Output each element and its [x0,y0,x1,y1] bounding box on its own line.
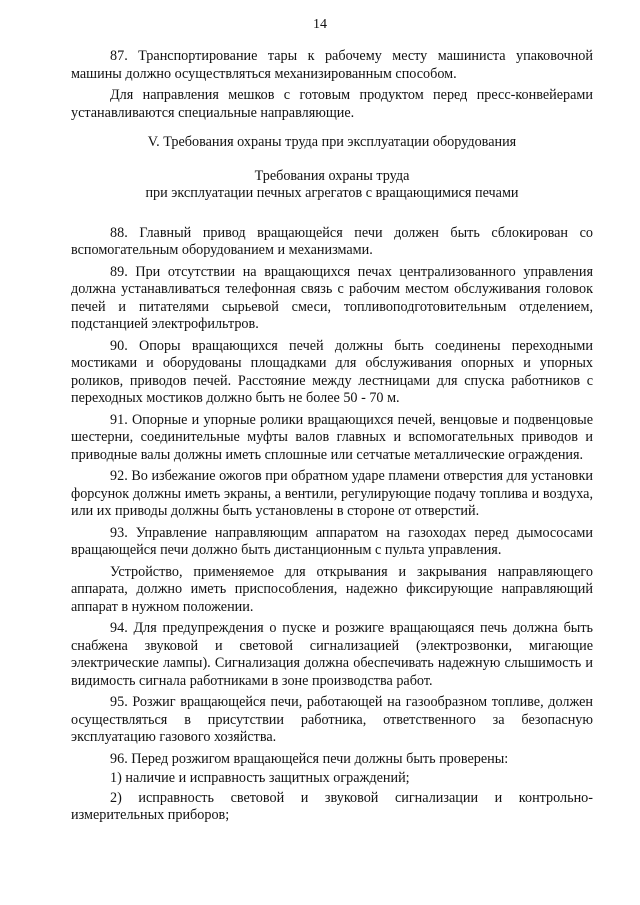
paragraph-93: 93. Управление направляющим аппаратом на газоходах перед дымососами вращающейся печи должно быть дистанционным с пульта управления. [71,524,593,558]
paragraph-89: 89. При отсутствии на вращающихся печах централизованного управления должна устанавливаться телефонная связь с рабочим местом обслуживания головок печей и питателями сырьевой смеси, топливоподготовительным отделением, подстанцией электрофильтров. [71,263,593,332]
section-title: V. Требования охраны труда при эксплуатации оборудования [147,134,517,150]
paragraph-94: 94. Для предупреждения о пуске и розжиге вращающаяся печь должна быть снабжена звуковой и световой сигнализацией (электрозвонки, мигающие электрические лампы). Сигнализация должна обеспечивать надежную слышимость и видимость сигнала работниками в зоне производства работ. [71,620,593,689]
paragraph-87: 87. Транспортирование тары к рабочему месту машиниста упаковочной машины должно осуществляться механизированным способом. [71,48,593,82]
paragraph-95: 95. Розжиг вращающейся печи, работающей на газообразном топливе, должен осуществляться в присутствии работника, ответственного за безопасную эксплуатацию газового хозяйства. [71,694,593,745]
paragraph-92: 92. Во избежание ожогов при обратном ударе пламени отверстия для установки форсунок должны иметь экраны, а вентили, регулирующие подачу топлива и воздуха, или их приводы должны быть установлены в стороне от отверстий. [71,468,593,519]
paragraph-93-continuation: Устройство, применяемое для открывания и закрывания направляющего аппарата, должно иметь приспособления, надежно фиксирующие направляющий аппарат в нужном положении. [71,563,593,615]
paragraph-90: 90. Опоры вращающихся печей должны быть соединены переходными мостиками и оборудованы площадками для обслуживания опорных и упорных роликов, приводов печей. Расстояние между лестницами для спуска работников с переходных мостиков должно быть не более 50 - 70 м. [71,337,593,406]
paragraph-87-continuation: Для направления мешков с готовым продуктом перед пресс-конвейерами устанавливаются специальные направляющие. [71,87,593,121]
paragraph-96-item-1: 1) наличие и исправность защитных ограждений; [110,770,410,786]
subsection-title-line-2: при эксплуатации печных агрегатов с вращающимися печами [145,185,519,201]
subsection-title-line-1: Требования охраны труда [254,167,410,184]
paragraph-96: 96. Перед розжигом вращающейся печи должны быть проверены: [110,750,509,767]
document-content [71,48,593,827]
paragraph-91: 91. Опорные и упорные ролики вращающихся печей, венцовые и подвенцовые шестерни, соединительные муфты валов главных и вспомогательных приводов и приводные валы должны иметь сплошные или сетчатые металлические ограждения. [71,411,593,463]
paragraph-88: 88. Главный привод вращающейся печи должен быть сблокирован со вспомогательным оборудованием и механизмами. [71,224,593,258]
subsection-title [71,168,593,203]
page-number: 14 [313,17,327,32]
paragraph-96-item-2: 2) исправность световой и звуковой сигнализации и контрольно-измерительных приборов; [71,789,593,823]
